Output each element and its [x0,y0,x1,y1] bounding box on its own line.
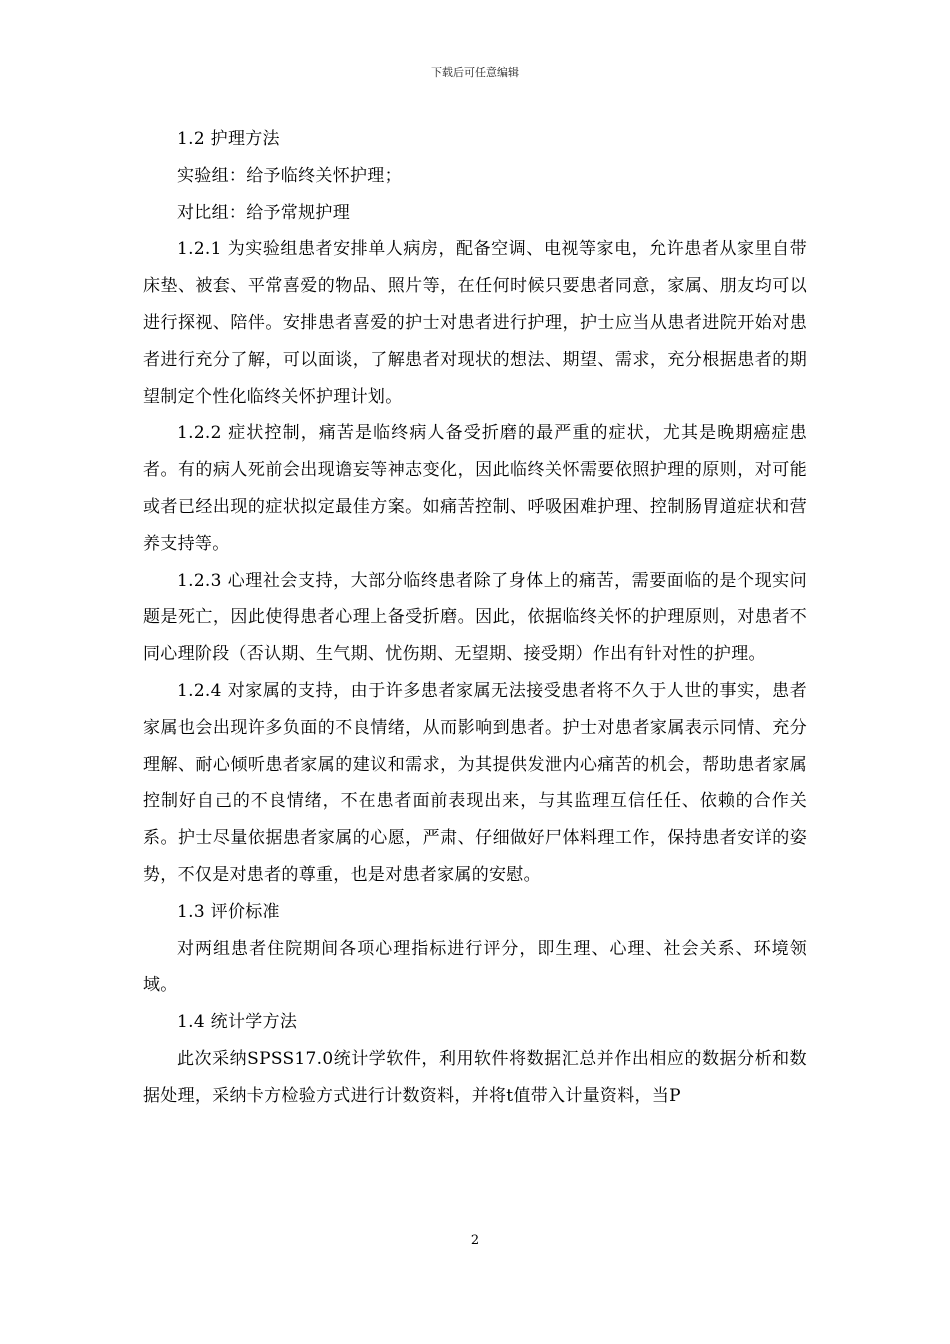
page-number: 2 [470,1233,480,1248]
paragraph-evaluation-criteria: 对两组患者住院期间各项心理指标进行评分，即生理、心理、社会关系、环境领域。 [143,938,807,996]
page-header: 下载后可任意编辑 [431,66,519,79]
section-heading-1-2: 1.2 护理方法 [177,129,280,149]
section-heading-1-4: 1.4 统计学方法 [177,1012,298,1033]
document-body [143,121,807,1115]
experiment-group-line: 实验组：给予临终关怀护理； [177,165,402,186]
paragraph-1-2-2: 1.2.2 症状控制，痛苦是临终病人备受折磨的最严重的症状，尤其是晚期癌症患者。有的病人死前会出现谵妄等神志变化，因此临终关怀需要依照护理的原则，对可能或者已经出现的症状拟定最佳方案。如痛苦控制、呼吸困难护理、控制肠胃道症状和营养支持等。 [143,423,807,554]
paragraph-1-2-3: 1.2.3 心理社会支持，大部分临终患者除了身体上的痛苦，需要面临的是个现实问题是死亡，因此使得患者心理上备受折磨。因此，依据临终关怀的护理原则，对患者不同心理阶段（否认期、生气期、忧伤期、无望期、接受期）作出有针对性的护理。 [143,570,807,665]
paragraph-statistics: 此次采纳SPSS17.0统计学软件，利用软件将数据汇总并作出相应的数据分析和数据处理，采纳卡方检验方式进行计数资料，并将t值带入计量资料，当P [143,1048,807,1106]
paragraph-1-2-4: 1.2.4 对家属的支持，由于许多患者家属无法接受患者将不久于人世的事实，患者家属也会出现许多负面的不良情绪，从而影响到患者。护士对患者家属表示同情、充分理解、耐心倾听患者家属的建议和需求，为其提供发泄内心痛苦的机会，帮助患者家属控制好自己的不良情绪，不在患者面前表现出来，与其监理互信任任、依赖的合作关系。护士尽量依据患者家属的心愿，严肃、仔细做好尸体料理工作，保持患者安详的姿势，不仅是对患者的尊重，也是对患者家属的安慰。 [143,680,807,885]
section-heading-1-3: 1.3 评价标准 [177,901,280,922]
paragraph-1-2-1: 1.2.1 为实验组患者安排单人病房，配备空调、电视等家电，允许患者从家里自带床垫、被套、平常喜爱的物品、照片等，在任何时候只要患者同意，家属、朋友均可以进行探视、陪伴。安排患者喜爱的护士对患者进行护理，护士应当从患者进院开始对患者进行充分了解，可以面谈，了解患者对现状的想法、期望、需求，充分根据患者的期望制定个性化临终关怀护理计划。 [143,239,807,407]
control-group-line: 对比组：给予常规护理 [177,202,350,223]
